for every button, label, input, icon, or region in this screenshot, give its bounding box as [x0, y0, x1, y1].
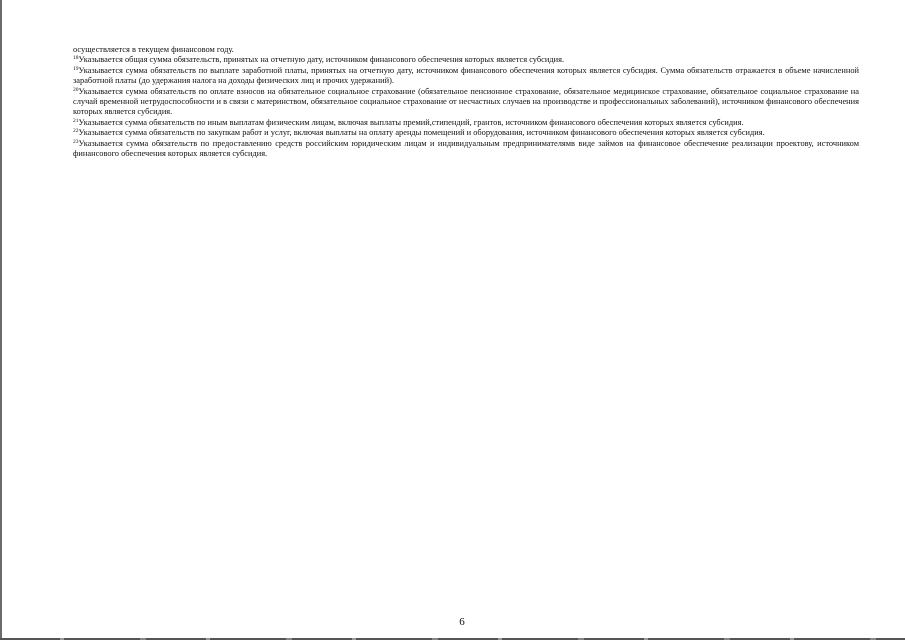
- footnote-marker: 18: [73, 55, 79, 62]
- footnote-marker: 21: [73, 117, 79, 124]
- footnote-23: [73, 139, 859, 160]
- scan-edge-left: [0, 0, 2, 640]
- footnote-text: Указывается сумма обязательств по иным выплатам физическим лицам, включая выплаты премий,стипендий, грантов, источником финансового обеспечения которых является субсидия.: [78, 117, 744, 127]
- footnote-text: Указывается сумма обязательств по закупкам работ и услуг, включая выплаты на оплату аренды помещений и оборудования, источником финансового обеспечения которых является субсидия.: [78, 128, 765, 138]
- page-number: 6: [459, 616, 465, 628]
- footnote-text: Указывается сумма обязательств по выплате заработной платы, принятых на отчетную дату, источником финансового обеспечения которых является субсидия. Сумма обязательств отражается в объеме начисленной заработной платы (до удержания налога на доходы физических лиц и прочих удержаний).: [73, 65, 859, 86]
- footnote-marker: 19: [73, 65, 79, 72]
- footnotes-block: [73, 45, 859, 159]
- footnote-18: [73, 55, 859, 65]
- footnote-continuation: [73, 45, 859, 55]
- footnote-marker: 23: [73, 138, 79, 145]
- footnote-19: [73, 66, 859, 87]
- footnote-marker: 20: [73, 86, 79, 93]
- footnote-text: Указывается сумма обязательств по оплате взносов на обязательное социальное страхование (обязательное пенсионное страхование, обязательное медицинское страхование, обязательное социальное страхование на случай временной нетрудоспособности и в связи с материнством, обязательное социальное страхование от несчастных случаев на производстве и профессиональных заболеваний), источником финансового обеспечения которых является субсидия.: [73, 86, 859, 117]
- footnote-marker: 22: [73, 128, 79, 135]
- footnote-22: [73, 128, 859, 138]
- footnote-21: [73, 118, 859, 128]
- footnote-20: [73, 87, 859, 118]
- footnote-text: осуществляется в текущем финансовом году.: [73, 45, 234, 54]
- footnote-text: Указывается общая сумма обязательств, принятых на отчетную дату, источником финансового обеспечения которых является субсидия.: [78, 55, 565, 65]
- footnote-text: Указывается сумма обязательств по предоставлению средств российским юридическим лицам и индивидуальным предпринимателямв виде займов на финансовое обеспечение реализации проектову, источником финансового обеспечения которых является субсидия.: [73, 138, 859, 159]
